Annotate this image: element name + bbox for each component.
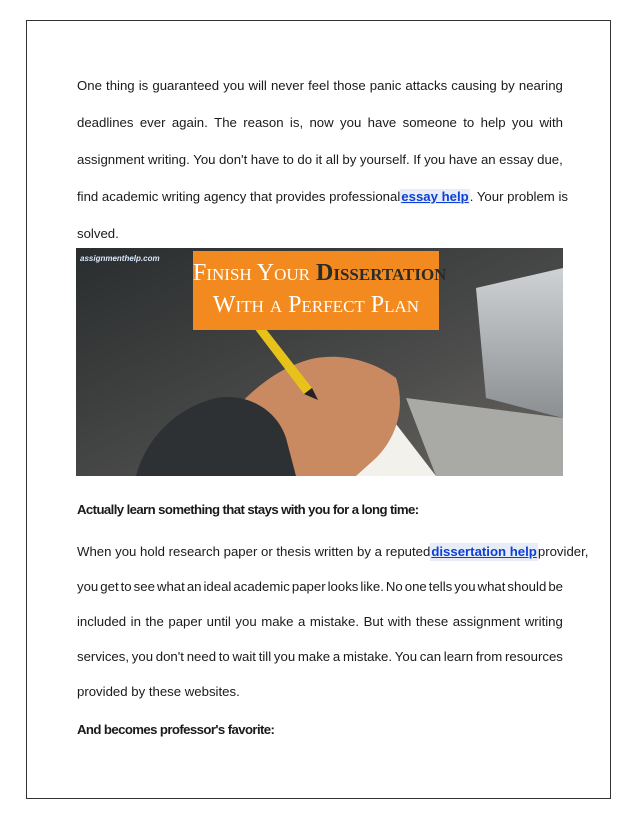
- word: reason: [243, 115, 284, 130]
- word: thing: [106, 78, 135, 93]
- word: guaranteed: [152, 78, 220, 93]
- word: due,: [537, 152, 563, 167]
- paragraph-2-line-5: provided by these websites.: [77, 684, 240, 699]
- word: You: [394, 649, 418, 664]
- paragraph-1-line-3: [77, 151, 563, 169]
- word: The: [214, 115, 237, 130]
- word: nearing: [518, 78, 563, 93]
- word: from: [475, 649, 503, 664]
- banner-line-1: [193, 259, 447, 287]
- laptop-shape: [476, 268, 563, 418]
- word: resources: [504, 649, 563, 664]
- word: an: [480, 152, 496, 167]
- paragraph-2-line-1: [77, 543, 589, 561]
- word: ever: [139, 115, 166, 130]
- word: until: [206, 614, 231, 629]
- word: No: [385, 579, 403, 594]
- essay-help-link[interactable]: essay help: [401, 189, 469, 204]
- paragraph-1-line-1: [77, 77, 563, 95]
- word: what: [477, 579, 506, 594]
- word: deadlines: [77, 115, 134, 130]
- word: have: [448, 152, 478, 167]
- word: now: [309, 115, 334, 130]
- word: to: [282, 152, 294, 167]
- word: you: [223, 78, 245, 93]
- word: you: [235, 614, 257, 629]
- word: But: [363, 614, 384, 629]
- word: do: [297, 152, 313, 167]
- word: to: [463, 115, 475, 130]
- word: what: [156, 579, 185, 594]
- section-heading-2: And becomes professor's favorite:: [77, 722, 275, 737]
- word: One: [77, 78, 102, 93]
- dissertation-photo: [76, 248, 563, 476]
- word: should: [507, 579, 547, 594]
- paragraph-1-line-5: solved.: [77, 226, 119, 241]
- word: attacks: [405, 78, 448, 93]
- word: by: [500, 78, 515, 93]
- word: all: [325, 152, 339, 167]
- paragraph-2-line-1-tail: provider,: [537, 544, 589, 559]
- word: like.: [360, 579, 384, 594]
- word: You: [193, 152, 216, 167]
- word: make: [261, 614, 294, 629]
- word: assignment: [77, 152, 145, 167]
- word: academic: [233, 579, 290, 594]
- word: will: [248, 78, 267, 93]
- word: paper: [291, 579, 326, 594]
- word: you: [131, 649, 154, 664]
- word: can: [419, 649, 442, 664]
- word: assignment: [452, 614, 521, 629]
- word: in: [130, 614, 141, 629]
- word: again.: [171, 115, 208, 130]
- paragraph-1-line-4: [77, 188, 568, 206]
- word: make: [297, 649, 331, 664]
- word: looks: [327, 579, 359, 594]
- paragraph-2-line-1-text: When you hold research paper or thesis written by a reputed: [77, 544, 431, 559]
- word: included: [77, 614, 127, 629]
- word: be: [548, 579, 563, 594]
- paragraph-1-line-2: [77, 114, 563, 132]
- word: a: [298, 614, 306, 629]
- word: ideal: [203, 579, 232, 594]
- word: these: [415, 614, 449, 629]
- word: to: [218, 649, 230, 664]
- word: services,: [77, 649, 130, 664]
- word: someone: [402, 115, 457, 130]
- paragraph-1-line-4-tail: . Your problem is: [469, 189, 568, 204]
- paragraph-2-line-2: [77, 578, 563, 596]
- word: a: [332, 649, 341, 664]
- word: the: [145, 614, 164, 629]
- site-logo-text: assignmenthelp.com: [80, 254, 160, 263]
- word: with: [539, 115, 563, 130]
- banner: [193, 251, 447, 330]
- paragraph-2-line-3: [77, 613, 563, 631]
- word: causing: [451, 78, 497, 93]
- word: don't: [219, 152, 248, 167]
- word: those: [333, 78, 366, 93]
- word: learn: [443, 649, 474, 664]
- banner-line-2: With a Perfect Plan: [212, 292, 420, 318]
- word: till: [258, 649, 272, 664]
- word: yourself.: [359, 152, 410, 167]
- word: writing.: [147, 152, 190, 167]
- word: feel: [308, 78, 330, 93]
- word: you: [424, 152, 446, 167]
- word: mistake.: [309, 614, 360, 629]
- word: If: [413, 152, 421, 167]
- word: see: [133, 579, 155, 594]
- word: have: [250, 152, 280, 167]
- word: with: [387, 614, 412, 629]
- word: mistake.: [342, 649, 393, 664]
- word: essay: [499, 152, 534, 167]
- word: you: [77, 579, 99, 594]
- word: by: [342, 152, 357, 167]
- word: need: [186, 649, 217, 664]
- word: panic: [369, 78, 402, 93]
- word: is,: [289, 115, 304, 130]
- word: have: [367, 115, 397, 130]
- word: you: [273, 649, 296, 664]
- word: you: [340, 115, 362, 130]
- word: get: [100, 579, 119, 594]
- word: to: [120, 579, 132, 594]
- banner-line-1-text: Finish Your: [193, 260, 311, 286]
- word: paper: [168, 614, 203, 629]
- banner-line-1-emphasis: Dissertation: [316, 260, 447, 286]
- paragraph-2-line-4: [77, 648, 563, 666]
- paragraph-1-line-4-text: find academic writing agency that provides professional: [77, 189, 401, 204]
- dissertation-help-link[interactable]: dissertation help: [431, 544, 537, 559]
- word: it: [315, 152, 323, 167]
- word: help: [480, 115, 506, 130]
- section-heading-1: Actually learn something that stays with you for a long time:: [77, 502, 419, 517]
- word: an: [186, 579, 202, 594]
- word: writing: [524, 614, 563, 629]
- word: tells: [428, 579, 453, 594]
- word: you: [511, 115, 534, 130]
- word: never: [270, 78, 304, 93]
- word: wait: [232, 649, 256, 664]
- word: don't: [155, 649, 184, 664]
- word: you: [454, 579, 476, 594]
- word: is: [138, 78, 149, 93]
- word: one: [404, 579, 427, 594]
